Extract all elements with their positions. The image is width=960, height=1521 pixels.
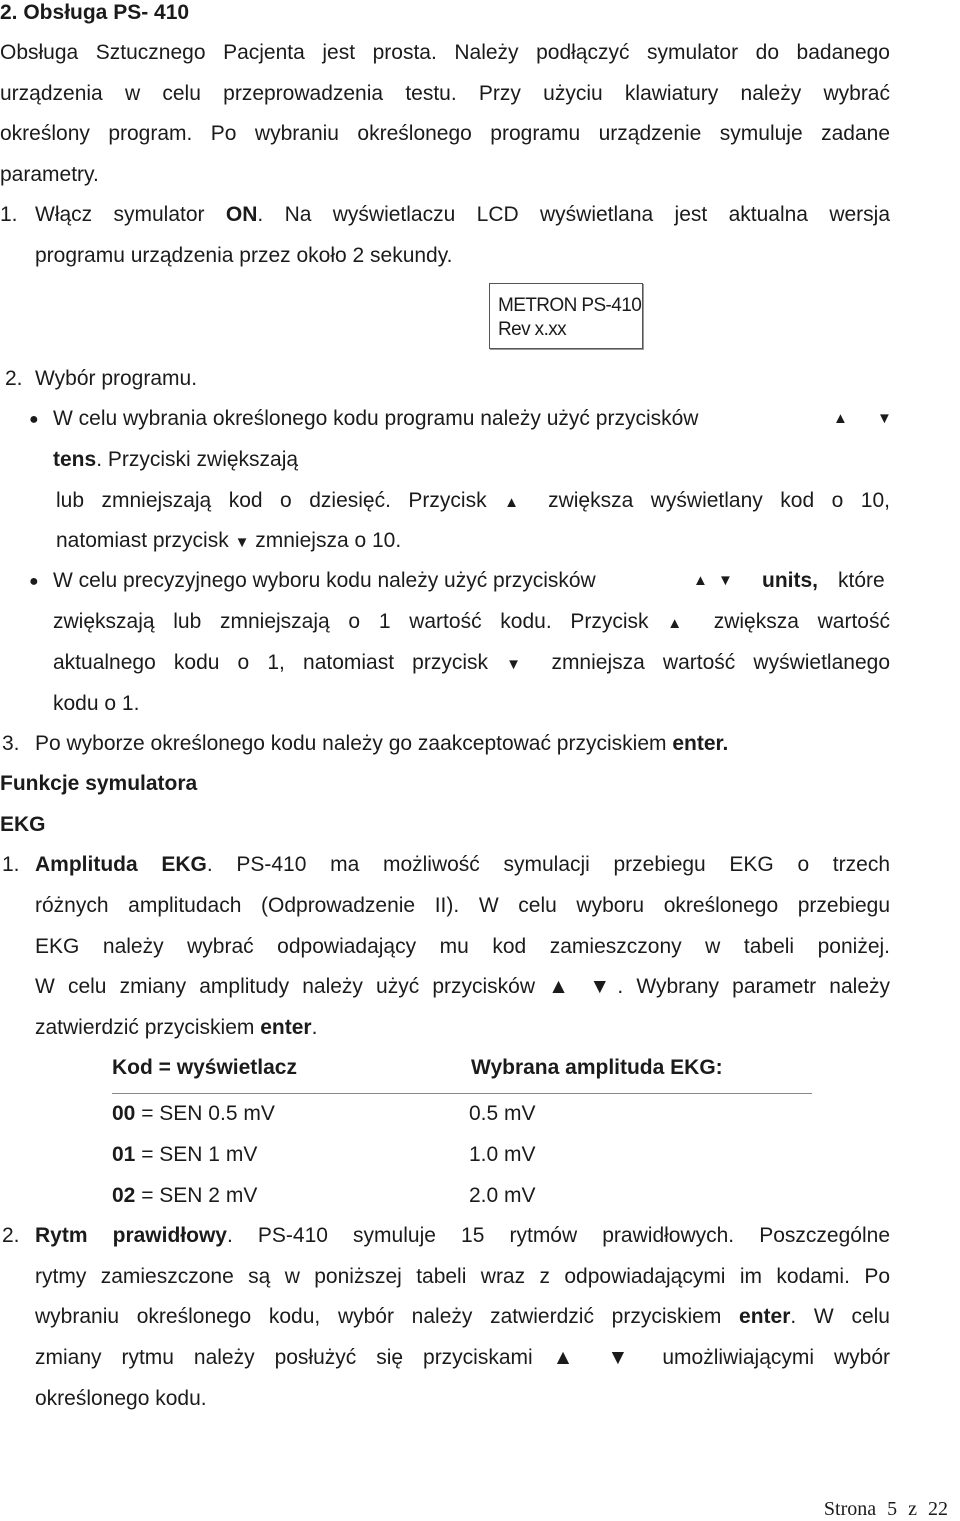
triangle-down-icon: ▼	[506, 656, 534, 673]
ekg2-line-3b: . W celu	[790, 1305, 890, 1328]
bullet2-line-2b: zwiększa wartość	[695, 610, 890, 633]
step1-on: ON	[225, 203, 258, 226]
table-row	[112, 1181, 257, 1211]
bullet2-line-3a: aktualnego kodu o 1, natomiast przycisk	[53, 651, 507, 674]
bullet1-line-1: W celu wybrania określonego kodu programu należy użyć przycisków	[53, 407, 699, 430]
triangle-down-icon: ▼	[234, 534, 250, 551]
ekg1-line-5	[35, 1013, 317, 1043]
bullet2-line-4: kodu o 1.	[53, 692, 140, 715]
bullet2-line-2a: zwiększają lub zmniejszają o 1 wartość kodu. Przycisk	[53, 610, 668, 633]
ekg2-line-5: określonego kodu.	[35, 1387, 207, 1410]
ekg2-line-4a: zmiany rytmu należy posłużyć się przyciskami	[35, 1346, 553, 1369]
bullet1-line-4a: natomiast przycisk	[56, 529, 235, 552]
row-display: = SEN 2 mV	[135, 1184, 258, 1207]
ekg2-number: 2.	[2, 1224, 20, 1247]
footer-label: Strona	[823, 1498, 877, 1520]
bullet1-tens: tens	[53, 448, 97, 471]
bullet1-line-2-rest: . Przyciski zwiększają	[96, 448, 299, 471]
bullet-dot-1: ●	[29, 411, 39, 428]
ekg2-line-4	[35, 1343, 890, 1373]
row-code: 02	[112, 1184, 136, 1207]
row-amplitude: 1.0 mV	[469, 1143, 536, 1166]
triangle-up-icon: ▲	[504, 494, 531, 511]
step1-post: . Na wyświetlaczu LCD wyświetlana jest aktualna wersja	[257, 203, 890, 226]
step3-enter: enter.	[672, 732, 729, 755]
intro-line-1: Obsługa Sztucznego Pacjenta jest prosta. Należy podłączyć symulator do badanego	[0, 41, 890, 64]
step1-number: 1.	[0, 203, 18, 226]
functions-heading: Funkcje symulatora	[0, 772, 198, 795]
ekg2-title: Rytm prawidłowy	[35, 1224, 227, 1247]
step1-pre: Włącz symulator	[35, 203, 226, 226]
bullet2-line-3	[53, 648, 890, 680]
triangle-down-icon: ▼	[877, 410, 892, 427]
lcd-line-2: Rev x.xx	[498, 319, 567, 340]
ekg2-enter: enter	[739, 1305, 791, 1328]
ekg-heading: EKG	[0, 813, 46, 836]
ekg2-line-1	[35, 1221, 890, 1251]
row-code: 01	[112, 1143, 136, 1166]
ekg1-line-4a: W celu zmiany amplitudy należy użyć przycisków	[35, 975, 549, 998]
bullet-dot-2: ●	[29, 573, 39, 590]
table-header-rule	[112, 1093, 812, 1094]
ekg1-number: 1.	[2, 853, 20, 876]
bullet1-line-3	[56, 486, 890, 518]
row-amplitude: 2.0 mV	[469, 1184, 536, 1207]
bullet2-line-3b: zmniejsza wartość wyświetlanego	[533, 651, 890, 674]
ekg1-line-1-rest: . PS-410 ma możliwość symulacji przebiegu EKG o trzech	[206, 853, 890, 876]
row-display: = SEN 0.5 mV	[135, 1102, 275, 1125]
ekg1-line-1	[35, 850, 890, 880]
bullet1-line-3b: zwiększa wyświetlany kod o 10,	[530, 489, 890, 512]
ekg1-line-2: różnych amplitudach (Odprowadzenie II). W celu wyboru określonego przebiegu	[35, 894, 890, 917]
ekg1-line-4	[35, 972, 890, 1002]
intro-line-3: określony program. Po wybraniu określonego programu urządzenie symuluje zadane	[0, 122, 890, 145]
ekg2-line-4b: umożliwiającymi wybór	[642, 1346, 891, 1369]
bullet1-line-2	[53, 445, 298, 475]
bullet1-line-4b: zmniejsza o 10.	[249, 529, 402, 552]
ekg1-enter: enter	[260, 1016, 312, 1039]
step2-title: Wybór programu.	[35, 367, 198, 390]
triangle-up-icon: ▲	[667, 615, 695, 632]
bullet2-line-2	[53, 607, 890, 639]
ekg1-line-4b: . Wybrany parametr należy	[617, 975, 890, 998]
updown-arrows-icon: ▲ ▼	[548, 975, 618, 998]
ekg2-line-3a: wybraniu określonego kodu, wybór należy zatwierdzić przyciskiem	[35, 1305, 740, 1328]
step2-number: 2.	[5, 367, 23, 390]
bullet1-line-3a: lub zmniejszają kod o dziesięć. Przycisk	[56, 489, 505, 512]
ekg2-line-2: rytmy zamieszczone są w poniższej tabeli wraz z odpowiadającymi im kodami. Po	[35, 1265, 890, 1288]
ekg1-line-3: EKG należy wybrać odpowiadający mu kod zamieszczony w tabeli poniżej.	[35, 935, 890, 958]
bullet1-line-4	[56, 526, 401, 558]
footer-total: 22	[928, 1498, 948, 1520]
lcd-display	[489, 283, 643, 349]
table-row	[112, 1099, 275, 1129]
table-row	[112, 1140, 257, 1170]
triangle-down-icon: ▼	[718, 572, 733, 589]
ekg1-title: Amplituda EKG	[35, 853, 207, 876]
step3-number: 3.	[2, 732, 20, 755]
step1-line-1	[35, 200, 890, 230]
ekg1-line-5b: .	[311, 1016, 318, 1039]
table-header-code: Kod = wyświetlacz	[112, 1056, 297, 1079]
triangle-up-icon: ▲	[833, 410, 848, 427]
section-title: 2. Obsługa PS- 410	[0, 1, 190, 24]
step3-text: Po wyborze określonego kodu należy go zaakceptować przyciskiem	[35, 732, 673, 755]
step1-line-2: programu urządzenia przez około 2 sekundy.	[35, 244, 453, 267]
updown-arrows-icon: ▲ ▼	[552, 1346, 643, 1369]
row-amplitude: 0.5 mV	[469, 1102, 536, 1125]
footer-sep: z	[908, 1498, 917, 1520]
row-display: = SEN 1 mV	[135, 1143, 258, 1166]
intro-line-2: urządzenia w celu przeprowadzenia testu. Przy użyciu klawiatury należy wybrać	[0, 82, 890, 105]
bullet2-line-1-end: które	[838, 569, 885, 592]
bullet2-units: units,	[762, 569, 818, 592]
footer-page: 5	[887, 1498, 898, 1520]
row-code: 00	[112, 1102, 136, 1125]
bullet2-line-1: W celu precyzyjnego wyboru kodu należy użyć przycisków	[53, 569, 596, 592]
triangle-up-icon: ▲	[693, 572, 708, 589]
ekg1-line-5a: zatwierdzić przyciskiem	[35, 1016, 261, 1039]
table-header-amplitude: Wybrana amplituda EKG:	[471, 1056, 723, 1079]
step3-line	[35, 729, 728, 759]
page-footer	[824, 1498, 948, 1521]
intro-line-4: parametry.	[0, 163, 99, 186]
lcd-line-1: METRON PS-410	[498, 295, 642, 316]
ekg2-line-1-rest: . PS-410 symuluje 15 rytmów prawidłowych. Poszczególne	[226, 1224, 890, 1247]
ekg2-line-3	[35, 1302, 890, 1332]
